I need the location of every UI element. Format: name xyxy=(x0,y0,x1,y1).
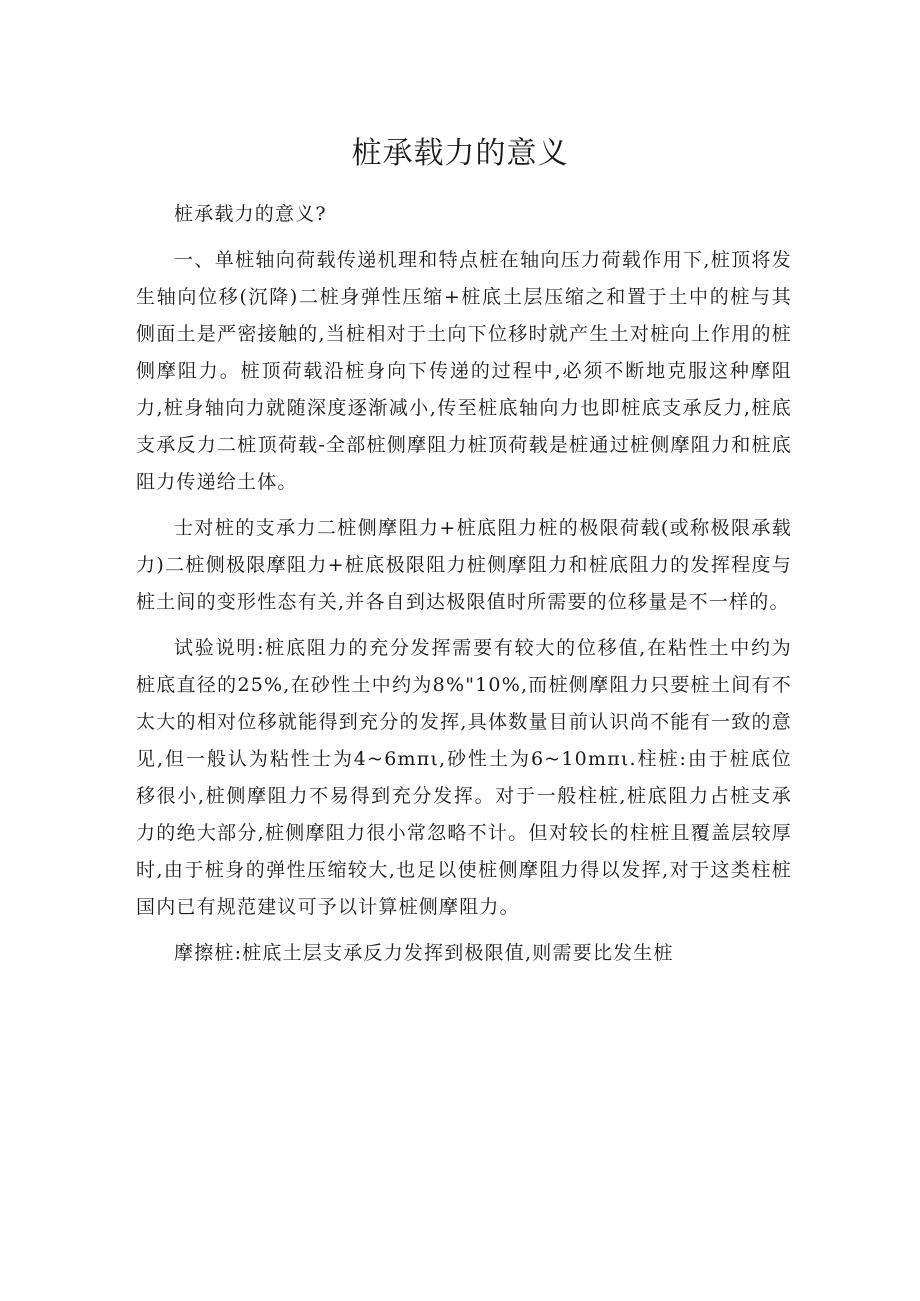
paragraph: 摩擦桩:桩底土层支承反力发挥到极限值,则需要比发生桩 xyxy=(174,942,674,964)
paragraph: 一、单桩轴向荷载传递机理和特点桩在轴向压力荷载作用下,桩顶将发生轴向位移(沉降)二桩身弹性压缩+桩底土层压缩之和置于土中的桩与其侧面土是严密接触的,当桩相对于土向下位移时就产生土对桩向上作用的桩侧摩阻力。桩顶荷载沿桩身向下传递的过程中,必须不断地克服这种摩阻力,桩身轴向力就随深度逐渐减小,传至桩底轴向力也即桩底支承反力,桩底支承反力二桩顶荷载-全部桩侧摩阻力桩顶荷载是桩通过桩侧摩阻力和桩底阻力传递给土体。 xyxy=(136,249,792,493)
paragraph: 桩承载力的意义? xyxy=(174,203,327,225)
page-title: 桩承载力的意义 xyxy=(351,136,569,171)
document-body xyxy=(136,196,792,981)
paragraph: 试验说明:桩底阻力的充分发挥需要有较大的位移值,在粘性土中约为桩底直径的25%,在砂性土中约为8%"10%,而桩侧摩阻力只要桩土间有不太大的相对位移就能得到充分的发挥,具体数量目前认识尚不能有一致的意见,但一般认为粘性士为4~6mπι,砂性土为6~10mπι.柱桩:由于桩底位移很小,桩侧摩阻力不易得到充分发挥。对于一般柱桩,桩底阻力占桩支承力的绝大部分,桩侧摩阻力很小常忽略不计。但对较长的柱桩且覆盖层较厚时,由于桩身的弹性压缩较大,也足以使桩侧摩阻力得以发挥,对于这类柱桩国内已有规范建议可予以计算桩侧摩阻力。 xyxy=(136,637,792,918)
paragraph: 士对桩的支承力二桩侧摩阻力+桩底阻力桩的极限荷载(或称极限承载力)二桩侧极限摩阻力+桩底极限阻力桩侧摩阻力和桩底阻力的发挥程度与桩土间的变形性态有关,并各自到达极限值时所需要的位移量是不一样的。 xyxy=(136,517,792,613)
